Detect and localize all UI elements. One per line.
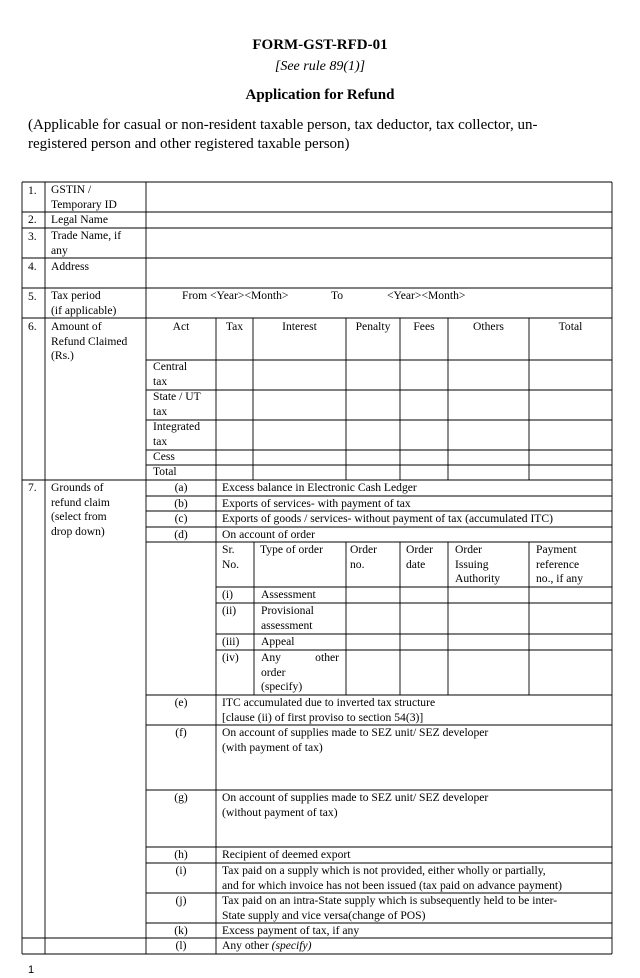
ground-text-h: Recipient of deemed export xyxy=(222,848,351,861)
ground-code-j: (j) xyxy=(175,894,187,907)
order-header-type: Type of order xyxy=(260,543,323,556)
order-header-order-date: Order date xyxy=(406,543,434,571)
ground-code-c: (c) xyxy=(174,512,188,525)
act-central-tax: Central tax xyxy=(153,360,188,388)
rule-reference: [See rule 89(1)] xyxy=(274,59,366,74)
row-2-number: 2. xyxy=(28,213,37,226)
ground-code-d: (d) xyxy=(174,528,188,541)
tax-period-to-label: To xyxy=(331,289,344,302)
ground-text-e: ITC accumulated due to inverted tax structure [clause (ii) of first proviso to section 54(3)] xyxy=(222,696,436,724)
row-3-number: 3. xyxy=(28,230,37,243)
act-integrated-tax: Integrated tax xyxy=(153,420,200,448)
ground-text-a: Excess balance in Electronic Cash Ledger xyxy=(222,481,417,494)
act-state-ut-tax: State / UT tax xyxy=(153,390,201,418)
ground-text-l: Any other (specify) xyxy=(222,939,312,952)
grounds-label: Grounds of refund claim (select from drop down) xyxy=(51,481,110,538)
page-number: 1 xyxy=(28,964,35,976)
ground-code-g: (g) xyxy=(174,791,188,804)
col-header-tax: Tax xyxy=(225,320,244,333)
col-header-penalty: Penalty xyxy=(355,320,391,333)
ground-code-i: (i) xyxy=(175,864,187,877)
ground-text-i: Tax paid on a supply which is not provided, either wholly or partially, and for which invoice has not been issued (tax paid on advance payment) xyxy=(222,864,562,892)
ground-code-f: (f) xyxy=(175,726,187,739)
order-row-sr: (iii) xyxy=(222,635,240,648)
col-header-others: Others xyxy=(473,320,504,333)
row-1-number: 1. xyxy=(28,184,37,197)
ground-code-k: (k) xyxy=(174,924,188,937)
order-row-sr: (iv) xyxy=(222,651,239,664)
row-6-number: 6. xyxy=(28,320,37,333)
trade-name-label: Trade Name, if any xyxy=(51,229,122,257)
tax-period-label: Tax period (if applicable) xyxy=(51,289,117,317)
order-row-type: Any other order (specify) xyxy=(261,651,339,693)
tax-period-from: From <Year><Month> xyxy=(182,289,289,302)
col-header-act: Act xyxy=(172,320,190,333)
order-header-payment-ref: Payment reference no., if any xyxy=(536,543,584,585)
ground-code-e: (e) xyxy=(174,696,188,709)
refund-amount-label: Amount of Refund Claimed (Rs.) xyxy=(51,320,128,362)
order-header-sr: Sr. No. xyxy=(222,543,240,571)
row-7-number: 7. xyxy=(28,481,37,494)
ground-text-j: Tax paid on an intra-State supply which is subsequently held to be inter- State supply and vice versa(change of POS) xyxy=(222,894,558,922)
act-cess: Cess xyxy=(153,450,175,463)
address-label: Address xyxy=(51,260,89,273)
ground-text-d: On account of order xyxy=(222,528,316,541)
order-row-sr: (i) xyxy=(222,588,233,601)
applicability-line-1: (Applicable for casual or non-resident taxable person, tax deductor, tax collector, un- xyxy=(28,117,538,133)
ground-text-c: Exports of goods / services- without payment of tax (accumulated ITC) xyxy=(222,512,553,525)
row-5-number: 5. xyxy=(28,290,37,303)
ground-text-b: Exports of services- with payment of tax xyxy=(222,497,411,510)
ground-text-k: Excess payment of tax, if any xyxy=(222,924,360,937)
legal-name-label: Legal Name xyxy=(51,213,108,226)
col-header-total: Total xyxy=(558,320,583,333)
order-row-type: Provisional assessment xyxy=(261,604,314,632)
order-header-order-no: Order no. xyxy=(350,543,378,571)
ground-code-h: (h) xyxy=(174,848,188,861)
order-row-type: Assessment xyxy=(261,588,316,601)
ground-code-l: (l) xyxy=(175,939,187,952)
col-header-interest: Interest xyxy=(282,320,317,333)
ground-code-a: (a) xyxy=(174,481,188,494)
col-header-fees: Fees xyxy=(413,320,435,333)
act-total: Total xyxy=(153,465,177,478)
form-title: FORM-GST-RFD-01 xyxy=(252,37,388,53)
form-heading: Application for Refund xyxy=(245,87,395,103)
row-4-number: 4. xyxy=(28,260,37,273)
ground-text-g: On account of supplies made to SEZ unit/ SEZ developer (without payment of tax) xyxy=(222,791,489,819)
gstin-label: GSTIN / Temporary ID xyxy=(51,183,117,211)
order-header-authority: Order Issuing Authority xyxy=(455,543,501,585)
tax-period-to-value: <Year><Month> xyxy=(387,289,466,302)
order-row-type: Appeal xyxy=(261,635,295,648)
ground-text-f: On account of supplies made to SEZ unit/ SEZ developer (with payment of tax) xyxy=(222,726,489,754)
applicability-line-2: registered person and other registered taxable person) xyxy=(28,136,350,152)
ground-code-b: (b) xyxy=(174,497,188,510)
order-row-sr: (ii) xyxy=(222,604,237,617)
